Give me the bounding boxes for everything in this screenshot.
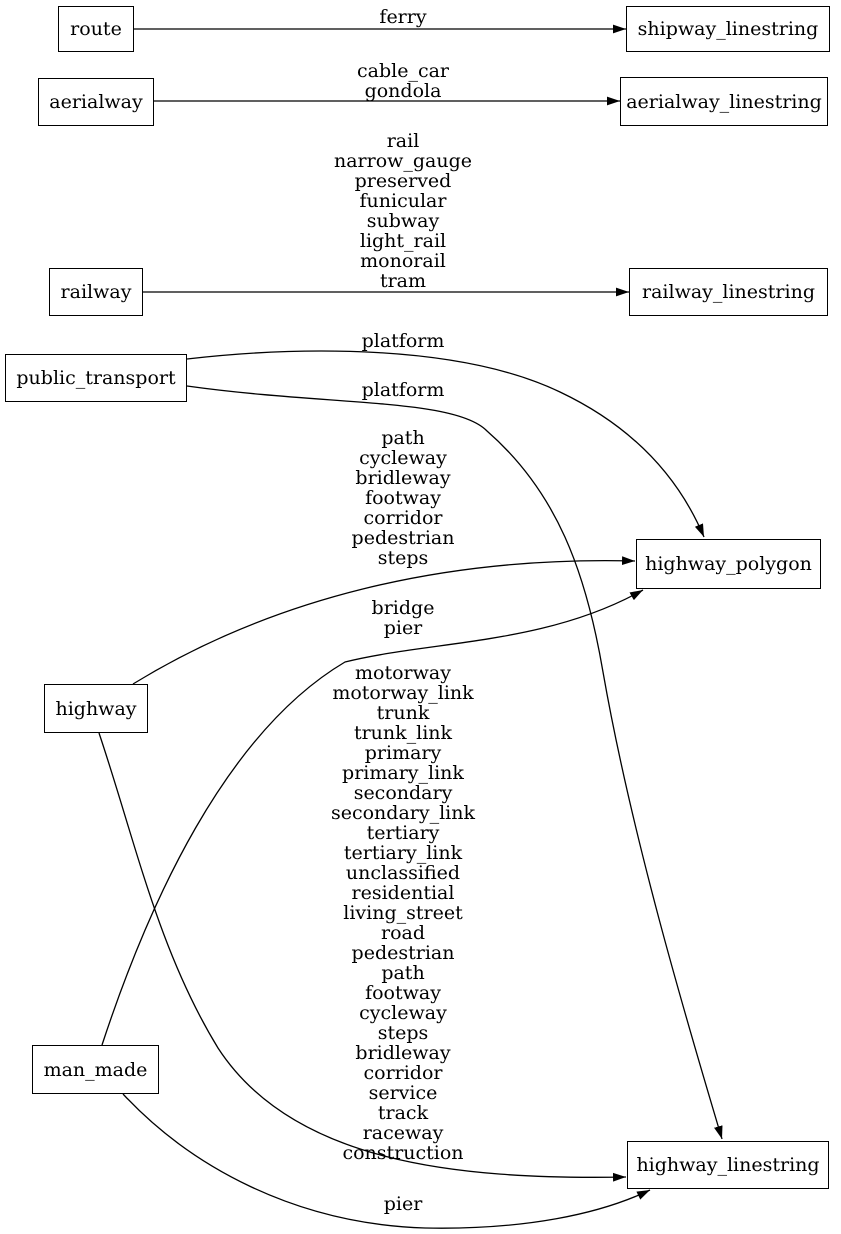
- edge-label-line: platform: [361, 330, 445, 352]
- node-highway_polygon: [636, 539, 821, 589]
- node-aerialway_linestring: [620, 77, 828, 126]
- edge-label-line: corridor: [363, 1062, 443, 1084]
- edge-label-line: path: [381, 427, 425, 449]
- edge-label-line: subway: [366, 210, 440, 232]
- edge-label-line: steps: [377, 547, 429, 569]
- edge-label-line: primary_link: [342, 762, 464, 784]
- edge-label-line: trunk: [376, 702, 430, 724]
- edge-label-line: motorway: [355, 662, 451, 684]
- edge-label-line: pier: [383, 1193, 423, 1215]
- node-highway-label: highway: [55, 697, 137, 720]
- edge-label-line: living_street: [343, 902, 463, 924]
- edge-label-line: construction: [342, 1142, 464, 1164]
- edge-label-line: narrow_gauge: [333, 150, 473, 172]
- node-route: [58, 6, 134, 52]
- edge-label-line: bridge: [371, 597, 435, 619]
- edge-label-line: monorail: [360, 250, 446, 272]
- node-aerialway-label: aerialway: [49, 91, 143, 113]
- edge-label-line: service: [368, 1082, 438, 1104]
- edge-label-line: tertiary_link: [343, 842, 463, 864]
- node-highway_polygon-label: highway_polygon: [645, 553, 812, 575]
- node-man_made-label: man_made: [43, 1058, 148, 1081]
- node-highway_linestring-label: highway_linestring: [636, 1154, 820, 1176]
- node-aerialway_linestring-label: aerialway_linestring: [626, 90, 822, 113]
- edge-label-line: residential: [351, 882, 455, 904]
- node-shipway_linestring-label: shipway_linestring: [637, 18, 819, 40]
- edge-label-line: preserved: [354, 170, 452, 192]
- edge-label-line: footway: [365, 982, 441, 1004]
- edge-label-line: pedestrian: [351, 942, 455, 964]
- edge-label-line: funicular: [359, 190, 447, 212]
- edge-label-line: bridleway: [355, 467, 451, 489]
- edge-label-line: cycleway: [359, 447, 447, 469]
- edge-label-line: cycleway: [359, 1002, 447, 1024]
- node-public_transport-label: public_transport: [16, 367, 176, 389]
- edge-label-man_made-to-highway_polygon: [372, 598, 435, 638]
- edge-label-line: light_rail: [359, 230, 447, 252]
- node-highway_linestring: [627, 1141, 829, 1189]
- edge-label-man_made-to-highway_linestring: [384, 1194, 423, 1214]
- edge-label-line: tertiary: [366, 822, 440, 844]
- node-public_transport: [5, 354, 187, 402]
- edge-label-line: secondary: [353, 782, 453, 804]
- edge-label-line: path: [381, 962, 425, 984]
- node-aerialway: [38, 78, 154, 126]
- edge-label-line: track: [377, 1102, 429, 1124]
- edge-label-line: footway: [365, 487, 441, 509]
- edge-label-line: pedestrian: [351, 527, 455, 549]
- edge-label-railway-to-railway_linestring: [334, 131, 472, 291]
- edge-label-line: primary: [364, 742, 442, 764]
- node-shipway_linestring: [626, 6, 830, 52]
- edge-label-highway-to-highway_polygon: [352, 428, 455, 568]
- edge-label-line: corridor: [363, 507, 443, 529]
- edge-label-line: tram: [379, 270, 427, 292]
- edge-label-route-to-shipway_linestring: [379, 7, 426, 27]
- edge-label-line: gondola: [364, 80, 442, 102]
- edge-label-line: motorway_link: [332, 682, 474, 704]
- edge-label-public_transport-to-highway_polygon: [362, 331, 445, 351]
- edge-label-line: secondary_link: [330, 802, 476, 824]
- edge-label-public_transport-to-highway_linestring: [362, 380, 445, 400]
- node-highway: [44, 684, 148, 733]
- edge-label-line: cable_car: [356, 60, 450, 82]
- edge-label-line: pier: [383, 617, 423, 639]
- node-route-label: route: [70, 18, 122, 40]
- node-railway: [49, 268, 143, 316]
- node-railway_linestring-label: railway_linestring: [642, 281, 815, 303]
- edge-label-line: trunk_link: [353, 722, 453, 744]
- node-railway-label: railway: [60, 281, 132, 303]
- edge-label-line: bridleway: [355, 1042, 451, 1064]
- edge-label-line: ferry: [379, 6, 427, 28]
- edge-label-line: unclassified: [345, 862, 461, 884]
- edge-label-line: road: [380, 922, 425, 944]
- edge-label-aerialway-to-aerialway_linestring: [357, 61, 449, 101]
- edge-label-line: steps: [377, 1022, 429, 1044]
- edge-label-line: platform: [361, 379, 445, 401]
- node-railway_linestring: [629, 268, 828, 316]
- edge-label-highway-to-highway_linestring: [331, 663, 475, 1163]
- edge-label-line: raceway: [362, 1122, 444, 1144]
- node-man_made: [32, 1045, 159, 1094]
- edge-label-line: rail: [386, 130, 420, 152]
